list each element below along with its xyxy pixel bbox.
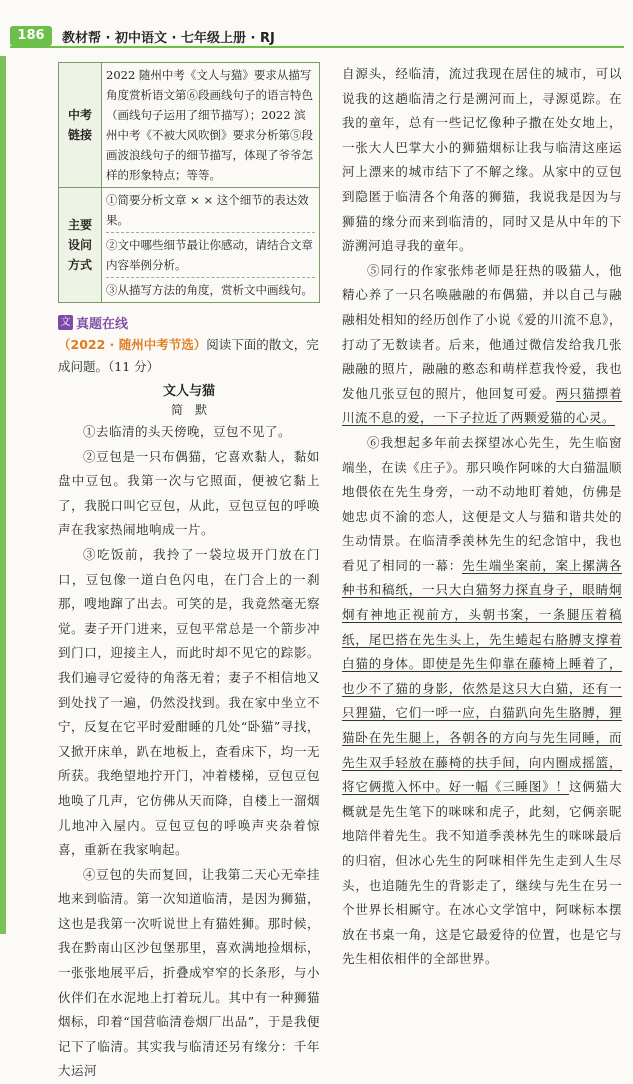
table-row <box>59 63 320 188</box>
paragraph: ②豆包是一只布偶猫，它喜欢黏人，黏如盘中豆包。我第一次与它照面，便被它黏上了，我脱口叫它豆包，从此，豆包豆包的呼唤声在我家热闹地响成一片。 <box>58 448 320 538</box>
table-line: ③从描写方法的角度，赏析文中画线句。 <box>106 283 313 297</box>
table-content <box>102 188 320 303</box>
section-badge-icon: 文 <box>58 315 73 330</box>
section-header <box>58 313 320 332</box>
table-line: ②文中哪些细节最让你感动，请结合文章内容举例分析。 <box>106 238 313 272</box>
paragraph: 自源头，经临清，流过我现在居住的城市，可以说我的这趟临清之行是溯河而上，寻源觅踪。在我的童年，总有一些记忆像种子撒在处女地上，一张大人巴掌大小的狮猫烟标让我与临清这座运河上漂来的城市结下了不解之缘。从家中的豆包到隐匿于临清各个角落的狮猫，我说我是因为与狮猫的缘分而来到临清的，同时又是从中年的下游溯河追寻我的童年。 <box>342 66 622 254</box>
left-column <box>58 62 320 1084</box>
paragraph: ④豆包的失而复回，让我第二天心无牵挂地来到临清。第一次知道临清，是因为狮猫，这也是我第一次听说世上有猫姓狮。那时候，我在黔南山区沙包堡那里，喜欢满地捡烟标，一张张地展平后，折叠成窄窄的长条形，与小伙伴们在水泥地上打着玩儿。其中有一种狮猫烟标，印着“国营临清卷烟厂出品”，于是我便记下了临清。其实我与临清还另有缘分：千年大运河 <box>58 866 320 1079</box>
page-header <box>0 0 633 58</box>
question-instruction: 阅读下面的散文，完成问题。（11 分） <box>58 337 319 374</box>
question-intro <box>58 334 320 378</box>
article-author: 简 默 <box>170 403 207 417</box>
underlined-sentence: 先生端坐案前，案上摞满各种书和稿纸，一只大白猫努力探直身子，眼睛炯炯有神地正视前方，头朝书案，一条腿压着稿纸，尾巴搭在先生头上，先生蜷起右胳膊支撑着白猫的身体。即使是先生仰靠在藤椅上睡着了，也少不了猫的身影，依然是这只大白猫，还有一只狸猫，它们一呼一应，白猫趴向先生胳膊，狸猫卧在先生腿上，各朝各的方向与先生同睡，而先生双手轻放在藤椅的扶手间，向内圈成摇篮，将它俩揽入怀中。好一幅《三睡图》！ <box>342 557 622 795</box>
underlined-sentence: 两只猫摽着川流不息的爱，一下子拉近了两颗爱猫的心灵。 <box>342 385 622 426</box>
article-title: 文人与猫 <box>162 384 215 399</box>
dashed-divider <box>106 277 315 278</box>
table-line: ①简要分析文章 × × 这个细节的表达效果。 <box>106 193 309 227</box>
header-divider <box>10 46 624 48</box>
paragraph: ①去临清的头天傍晚，豆包不见了。 <box>83 424 292 439</box>
page-spine-bar <box>0 56 6 934</box>
table-label-text: 主要 设问 方式 <box>67 218 92 272</box>
dashed-divider <box>106 232 315 233</box>
paragraph-underlined: ⑤同行的作家张炜老师是狂热的吸猫人，他精心养了一只名唤融融的布偶猫，并以自己与融融相处相知的经历创作了小说《爱的川流不息》，打动了无数读者。后来，他通过微信发给我几张融融的照片，融融的憨态和萌样惹我怜爱，我也发他几张豆包的照片，他回复可爱。两只猫摽着川流不息的爱，一下子拉近了两颗爱猫的心灵。 <box>342 262 622 426</box>
table-row <box>59 188 320 303</box>
exam-info-table <box>58 62 320 303</box>
right-column <box>342 62 622 972</box>
table-label <box>59 188 102 303</box>
paragraph: ③吃饭前，我拎了一袋垃圾开门放在门口，豆包像一道白色闪电，在门合上的一刹那，嗖地蹿了出去。可笑的是，我竟然毫无察觉。妻子开门进来，豆包平常总是一个箭步冲到门口，迎接主人，而此时却不见它的踪影。我们遍寻它爱待的角落无着；妻子不相信地又到处找了一遍，仍然没找到。我在家中坐立不宁，反复在它平时爱酣睡的几处“卧猫”寻找，又掀开床单，趴在地板上，查看床下，均一无所获。我绝望地拧开门，冲着楼梯，豆包豆包地唤了几声，它仿佛从天而降，自楼上一溜烟儿地冲入屋内。豆包豆包的呼唤声夹杂着惊喜，重新在我家响起。 <box>58 546 320 858</box>
table-label-text: 中考 链接 <box>67 108 92 142</box>
page-number: 186 <box>10 26 52 46</box>
book-title: 教材帮 · 初中语文 · 七年级上册 · RJ <box>62 31 275 46</box>
table-line: 2022 随州中考《文人与猫》要求从描写角度赏析语文第⑥段画线句子的语言特色（画线句子运用了细节描写）；2022 滨州中考《不被大风吹倒》要求分析第⑤段画波浪线句子的细节描写，体现了爷爷怎样的形象特点；等等。 <box>106 68 313 182</box>
section-title: 真题在线 <box>76 317 129 332</box>
table-label <box>59 63 102 188</box>
paragraph-underlined: ⑥我想起多年前去探望冰心先生，先生临窗端坐，在读《庄子》。那只唤作阿咪的大白猫温顺地偎依在先生身旁，一动不动地盯着她，仿佛是她忠贞不渝的恋人，这便是文人与猫和谐共处的生动情景。在临清季羡林先生的纪念馆中，我也看见了相同的一幕：先生端坐案前，案上摞满各种书和稿纸，一只大白猫努力探直身子，眼睛炯炯有神地正视前方，头朝书案，一条腿压着稿纸，尾巴搭在先生头上，先生蜷起右胳膊支撑着白猫的身体。即使是先生仰靠在藤椅上睡着了，也少不了猫的身影，依然是这只大白猫，还有一只狸猫，它们一呼一应，白猫趴向先生胳膊，狸猫卧在先生腿上，各朝各的方向与先生同睡，而先生双手轻放在藤椅的扶手间，向内圈成摇篮，将它俩揽入怀中。好一幅《三睡图》！这俩猫大概就是先生笔下的咪咪和虎子，此刻，它俩亲昵地陪伴着先生。我不知道季羡林先生的咪咪最后的归宿，但冰心先生的阿咪相伴先生走到人生尽头，也追随先生的背影走了，继续与先生在另一个世界长相厮守。在冰心文学馆中，阿咪标本摆放在书桌一角，这是它最爱待的位置，也是它与先生相依相伴的全部世界。 <box>342 434 622 967</box>
table-content <box>102 63 320 188</box>
question-source: （2022 · 随州中考节选） <box>58 337 207 352</box>
